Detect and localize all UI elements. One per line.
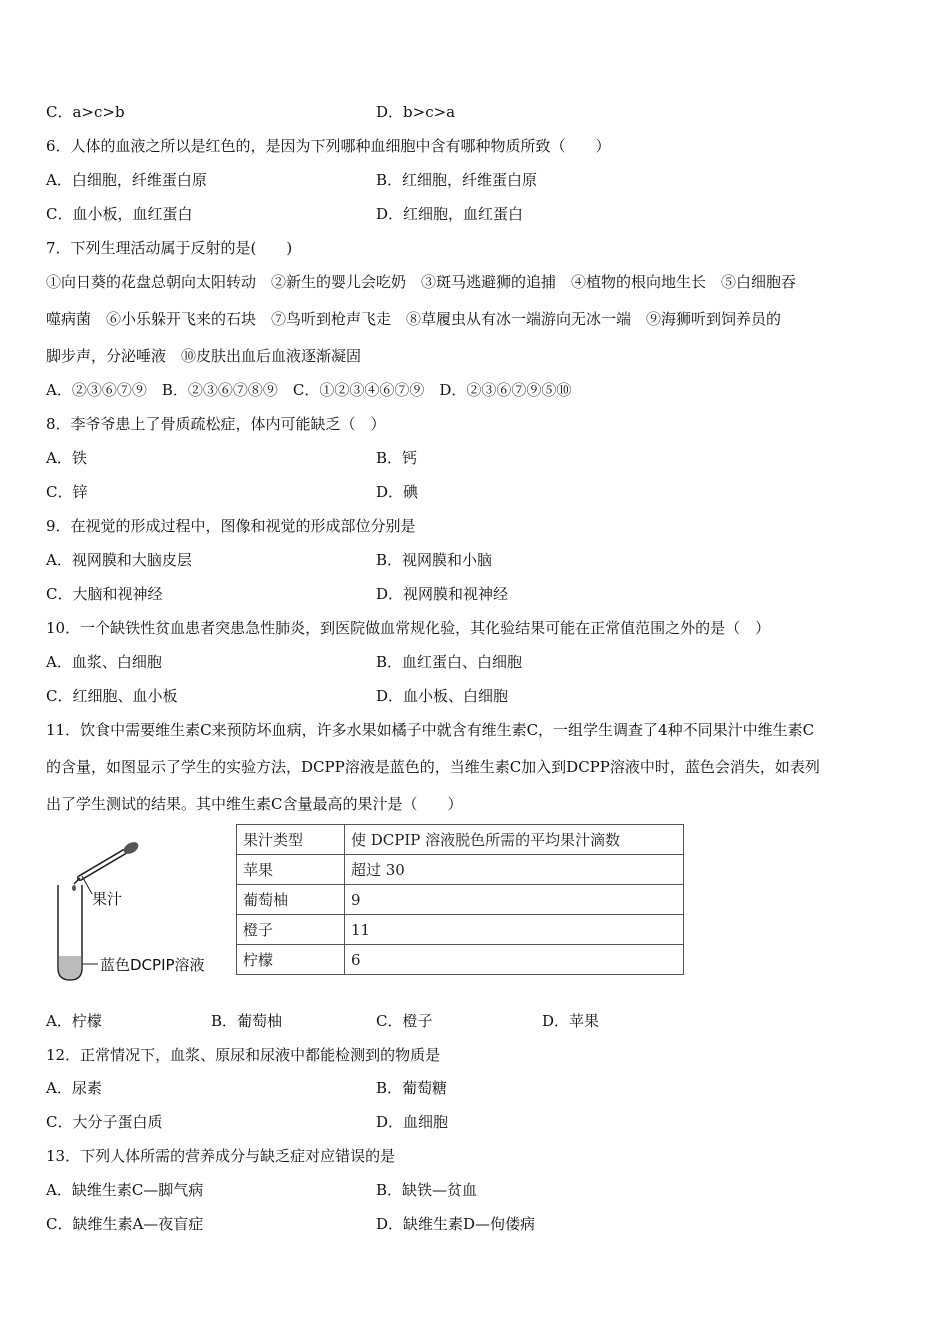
q6-option-d: D．红细胞，血红蛋白 bbox=[376, 205, 524, 223]
table-cell: 葡萄柚 bbox=[237, 885, 345, 915]
q6-option-b: B．红细胞，纤维蛋白原 bbox=[376, 171, 538, 189]
table-cell: 6 bbox=[345, 945, 684, 975]
q8-stem: 8．李爷爷患上了骨质疏松症，体内可能缺乏（ ） bbox=[46, 415, 386, 433]
q8-option-a: A．铁 bbox=[46, 449, 87, 467]
table-header-cell: 使 DCPIP 溶液脱色所需的平均果汁滴数 bbox=[345, 825, 684, 855]
q13-option-a: A．缺维生素C—脚气病 bbox=[46, 1181, 204, 1199]
q6-option-a: A．白细胞，纤维蛋白原 bbox=[46, 171, 207, 189]
q11-option-a: A．柠檬 bbox=[46, 1012, 102, 1030]
table-row bbox=[237, 885, 684, 915]
q12-option-b: B．葡萄糖 bbox=[376, 1079, 448, 1097]
q7-items-line-3: 脚步声，分泌唾液 ⑩皮肤出血后血液逐渐凝固 bbox=[46, 347, 362, 365]
q7-items-line-2: 噬病菌 ⑥小乐躲开飞来的石块 ⑦鸟听到枪声飞走 ⑧草履虫从有冰一端游向无冰一端 ⑨海狮听到饲养员的 bbox=[46, 310, 782, 328]
q10-stem: 10．一个缺铁性贫血患者突患急性肺炎，到医院做血常规化验，其化验结果可能在正常值范围之外的是（ ） bbox=[46, 619, 771, 637]
table-row bbox=[237, 945, 684, 975]
table-cell: 超过 30 bbox=[345, 855, 684, 885]
table-row bbox=[237, 855, 684, 885]
q6-option-c: C．血小板，血红蛋白 bbox=[46, 205, 193, 223]
q13-option-b: B．缺铁—贫血 bbox=[376, 1181, 478, 1199]
table-cell: 11 bbox=[345, 915, 684, 945]
juice-label: 果汁 bbox=[92, 890, 123, 908]
q8-option-b: B．钙 bbox=[376, 449, 418, 467]
q8-option-c: C．锌 bbox=[46, 483, 88, 501]
q9-option-d: D．视网膜和视神经 bbox=[376, 585, 509, 603]
q11-stem-line-1: 11．饮食中需要维生素C来预防坏血病，许多水果如橘子中就含有维生素C，一组学生调查了4种不同果汁中维生素C bbox=[46, 721, 815, 739]
table-cell: 苹果 bbox=[237, 855, 345, 885]
q12-option-c: C．大分子蛋白质 bbox=[46, 1113, 163, 1131]
results-table bbox=[236, 824, 684, 975]
q8-option-d: D．碘 bbox=[376, 483, 419, 501]
q11-option-b: B．葡萄柚 bbox=[211, 1012, 283, 1030]
q12-stem: 12．正常情况下，血浆、原尿和尿液中都能检测到的物质是 bbox=[46, 1046, 441, 1064]
q10-option-c: C．红细胞、血小板 bbox=[46, 687, 178, 705]
q7-options: A．②③⑥⑦⑨ B．②③⑥⑦⑧⑨ C．①②③④⑥⑦⑨ D．②③⑥⑦⑨⑤⑩ bbox=[46, 381, 572, 399]
q10-option-b: B．血红蛋白、白细胞 bbox=[376, 653, 523, 671]
q12-option-a: A．尿素 bbox=[46, 1079, 102, 1097]
q12-option-d: D．血细胞 bbox=[376, 1113, 449, 1131]
q10-option-d: D．血小板、白细胞 bbox=[376, 687, 509, 705]
q11-stem-line-2: 的含量，如图显示了学生的实验方法，DCPP溶液是蓝色的，当维生素C加入到DCPP溶液中时，蓝色会消失，如表列 bbox=[46, 758, 820, 776]
q11-stem-line-3: 出了学生测试的结果。其中维生素C含量最高的果汁是（ ） bbox=[46, 795, 463, 813]
q13-option-c: C．缺维生素A—夜盲症 bbox=[46, 1215, 204, 1233]
table-header-row bbox=[237, 825, 684, 855]
q7-stem: 7．下列生理活动属于反射的是( ) bbox=[46, 239, 293, 257]
table-cell: 9 bbox=[345, 885, 684, 915]
q6-stem: 6．人体的血液之所以是红色的，是因为下列哪种血细胞中含有哪种物质所致（ ） bbox=[46, 137, 611, 155]
q10-option-a: A．血浆、白细胞 bbox=[46, 653, 162, 671]
q5-option-c: C．a>c>b bbox=[46, 103, 125, 121]
q13-option-d: D．缺维生素D—佝偻病 bbox=[376, 1215, 536, 1233]
table-row bbox=[237, 915, 684, 945]
q13-stem: 13．下列人体所需的营养成分与缺乏症对应错误的是 bbox=[46, 1147, 396, 1165]
q11-option-c: C．橙子 bbox=[376, 1012, 433, 1030]
table-cell: 柠檬 bbox=[237, 945, 345, 975]
q9-option-a: A．视网膜和大脑皮层 bbox=[46, 551, 192, 569]
q11-option-d: D．苹果 bbox=[542, 1012, 600, 1030]
dcpip-solution-label: 蓝色DCPIP溶液 bbox=[100, 956, 205, 974]
q5-option-d: D．b>c>a bbox=[376, 103, 456, 121]
table-cell: 橙子 bbox=[237, 915, 345, 945]
table-header-cell: 果汁类型 bbox=[237, 825, 345, 855]
q7-items-line-1: ①向日葵的花盘总朝向太阳转动 ②新生的婴儿会吃奶 ③斑马逃避狮的追捕 ④植物的根向地生长 ⑤白细胞吞 bbox=[46, 273, 797, 291]
q9-option-c: C．大脑和视神经 bbox=[46, 585, 163, 603]
q9-stem: 9．在视觉的形成过程中，图像和视觉的形成部位分别是 bbox=[46, 517, 416, 535]
q9-option-b: B．视网膜和小脑 bbox=[376, 551, 493, 569]
experiment-figure bbox=[52, 840, 232, 990]
